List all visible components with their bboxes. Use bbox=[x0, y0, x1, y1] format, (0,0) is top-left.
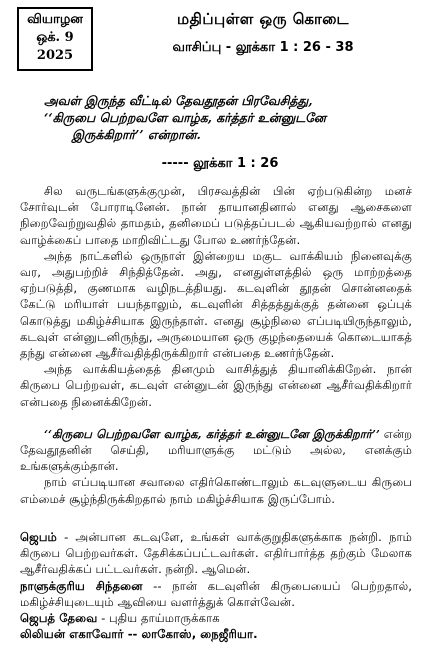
key-verse-line-1: அவள் இருந்த வீட்டில் தேவதூதன் பிரவேசித்து, bbox=[44, 93, 313, 108]
paragraph-5: நாம் எப்படியான சவாலை எதிர்கொண்டாலும் கடவுளுடைய கிருபை எம்மைச் சூழ்ந்திருக்கிறதால் நாம் மகிழ்ச்சியாக இருப்போம். bbox=[20, 475, 412, 506]
prayer-need-text: - புதிய தாய்மாருக்காக bbox=[97, 611, 220, 626]
date-year: 2025 bbox=[36, 48, 74, 63]
key-verse-line-2: ‘‘கிருபை பெற்றவளே வாழ்க, கர்த்தர் உன்னுடனே bbox=[44, 110, 326, 125]
prayer-label: ஜெபம் bbox=[20, 530, 57, 544]
paragraph-1: சில வருடங்களுக்குமுன், பிரசவத்தின் பின் ஏற்படுகின்ற மனச் சோர்வுடன் போராடினேன். நான் தாயானதினால் எனது ஆசைகளை நிறைவேற்றுவதில் தாமதம், தனிமைப் படுத்தப்படல் ஆகியவற்றால் எனது வாழ்க்கைப் பாதை மாறிவிட்டது போல உணர்ந்தேன். bbox=[20, 184, 412, 247]
prayer-need-label: ஜெபத் தேவை bbox=[20, 611, 98, 626]
date-box bbox=[17, 7, 93, 71]
devotional-body bbox=[20, 183, 412, 507]
thought-label: நாளுக்குரிய சிந்தனை bbox=[20, 578, 143, 593]
key-verse bbox=[44, 92, 394, 143]
key-verse-line-3: இருக்கிறார்’’ என்றான். bbox=[72, 127, 201, 142]
author: லிலியன் எகாவோர் -- லாகோஸ், நைஜீரியா. bbox=[20, 627, 258, 642]
thought-for-day bbox=[20, 578, 412, 610]
paragraph-3: அந்த வாக்கியத்தைத் தினமும் வாசித்துத் தியானிக்கிறேன். நான் கிருபை பெற்றவள், கடவுள் என்னுடன் இருந்து என்னை ஆசீர்வதிக்கிறார் என்பதை நினைக்கிறேன். bbox=[20, 362, 412, 409]
date-month-day: ஒக். 9 bbox=[36, 30, 74, 45]
reading-reference: வாசிப்பு - லூக்கா 1 : 26 - 38 bbox=[172, 40, 354, 55]
prayer-text: - அன்பான கடவுளே, உங்கள் வாக்குறுதிகளுக்காக நன்றி. நாம் கிருபை பெற்றவர்கள். தேசிக்கப்பட்டவர்கள். எதிர்பார்த்த தற்கும் மேலாக ஆசீர்வதிக்கப் பட்டவர்கள். நன்றி. ஆமென். bbox=[20, 530, 412, 577]
quoted-verse: ‘‘கிருபை பெற்றவளே வாழ்க, கர்த்தர் உன்னுடனே இருக்கிறார்’’ bbox=[44, 426, 380, 441]
page-title: மதிப்புள்ள ஒரு கொடை bbox=[177, 10, 349, 28]
prayer-need bbox=[20, 610, 412, 626]
paragraph-2: அந்த நாட்களில் ஒருநாள் இன்றைய மகுட வாக்கியம் நினைவுக்கு வர, அதுபற்றிச் சிந்தித்தேன். அது, எனதுள்ளத்தில் ஒரு மாற்றத்தை ஏற்படுத்தி, குணமாக வழிநடத்தியது. கடவுளின் தூதன் சொன்னதைக் கேட்டு மரியாள் பயந்தாலும், கடவுளின் சித்தத்துக்குத் தன்னை ஒப்புக் கொடுத்து மகிழ்ச்சியாக இருந்தாள். எனது சூழ்நிலை எப்படியிருந்தாலும், கடவுள் என்னுடனிருந்து, அருமையான ஒரு குழந்தையைக் கொடையாகத் தந்து என்னை ஆசீர்வதித்திருக்கிறார் என்பதை உணர்ந்தேன். bbox=[20, 248, 412, 361]
paragraph-4 bbox=[20, 426, 412, 475]
paragraph-4-text: என்ற தேவதூதனின் செய்தி, மரியாளுக்கு மட்டும் அல்ல, எனக்கும் உங்களுக்கும்தான். bbox=[20, 426, 412, 474]
date-day: வியாழன bbox=[27, 12, 83, 27]
verse-reference: ----- லூக்கா 1 : 26 bbox=[161, 156, 279, 171]
prayer bbox=[20, 529, 412, 578]
thought-text: -- நான் கடவுளின் கிருபையைப் பெற்றதால், மகிழ்ச்சியுடையும் ஆவியை வளர்த்துக் கொள்வேன். bbox=[20, 578, 413, 609]
devotional-footer bbox=[20, 529, 412, 642]
